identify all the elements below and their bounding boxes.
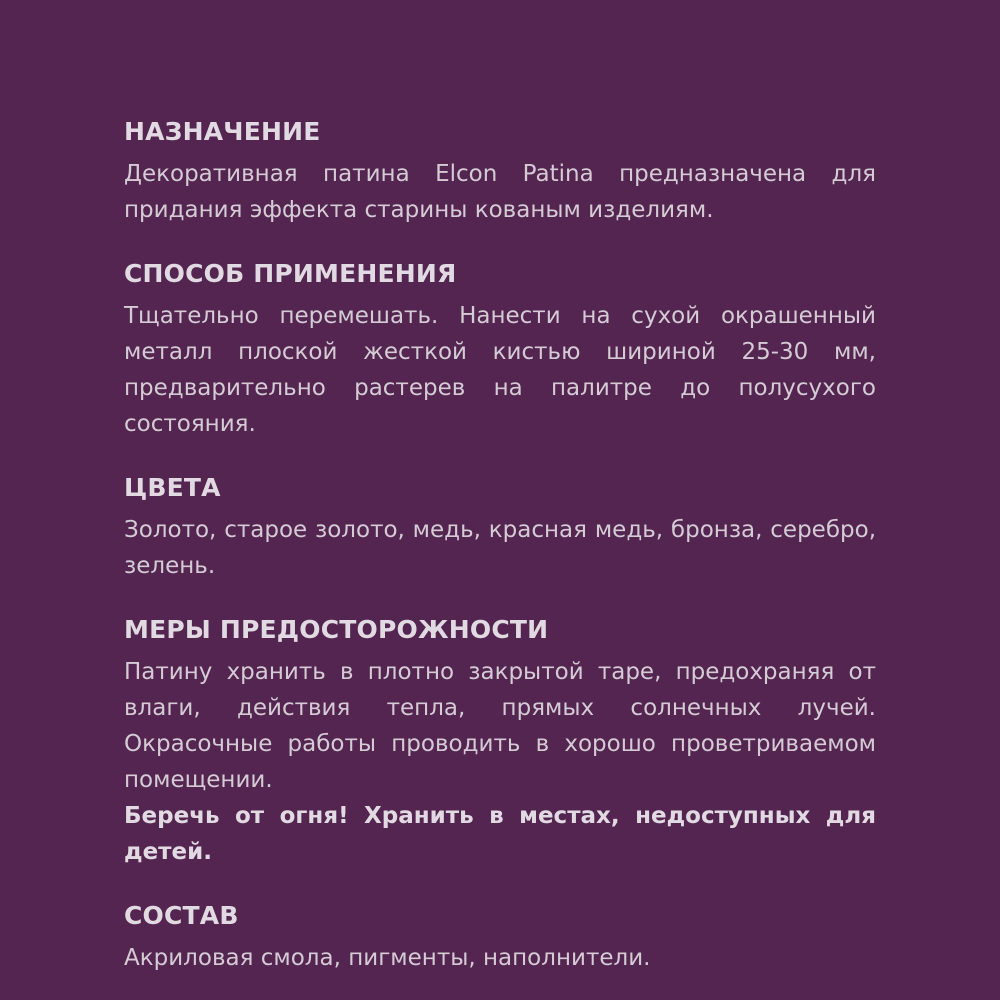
section-body-purpose (124, 156, 876, 228)
section-body-precautions (124, 654, 876, 870)
section-composition (124, 900, 876, 976)
section-body-application (124, 298, 876, 442)
section-heading-composition: СОСТАВ (124, 901, 239, 930)
fire-warning: Беречь от огня! Хранить в местах, недоступных для детей. (124, 803, 876, 865)
application-text: Тщательно перемешать. Нанести на сухой окрашенный металл плоской жесткой кистью шириной 25-30 мм, предварительно растерев на палитре до полусухого состояния. (124, 303, 876, 437)
section-application (124, 258, 876, 442)
colors-text: Золото, старое золото, медь, красная медь, бронза, серебро, зелень. (124, 517, 876, 579)
purpose-text: Декоративная патина Elcon Patina предназначена для придания эффекта старины кованым изделиям. (124, 161, 876, 223)
section-purpose (124, 116, 876, 228)
section-precautions (124, 614, 876, 870)
section-body-composition (124, 940, 876, 976)
composition-text: Акриловая смола, пигменты, наполнители. (124, 945, 651, 971)
section-heading-purpose: НАЗНАЧЕНИЕ (124, 117, 321, 146)
precautions-text: Патину хранить в плотно закрытой таре, предохраняя от влаги, действия тепла, прямых солнечных лучей. Окрасочные работы проводить в хорошо проветриваемом помещении. (124, 659, 876, 793)
section-colors (124, 472, 876, 584)
section-heading-colors: ЦВЕТА (124, 473, 221, 502)
section-heading-precautions: МЕРЫ ПРЕДОСТОРОЖНОСТИ (124, 615, 549, 644)
section-body-colors (124, 512, 876, 584)
section-heading-application: СПОСОБ ПРИМЕНЕНИЯ (124, 259, 457, 288)
